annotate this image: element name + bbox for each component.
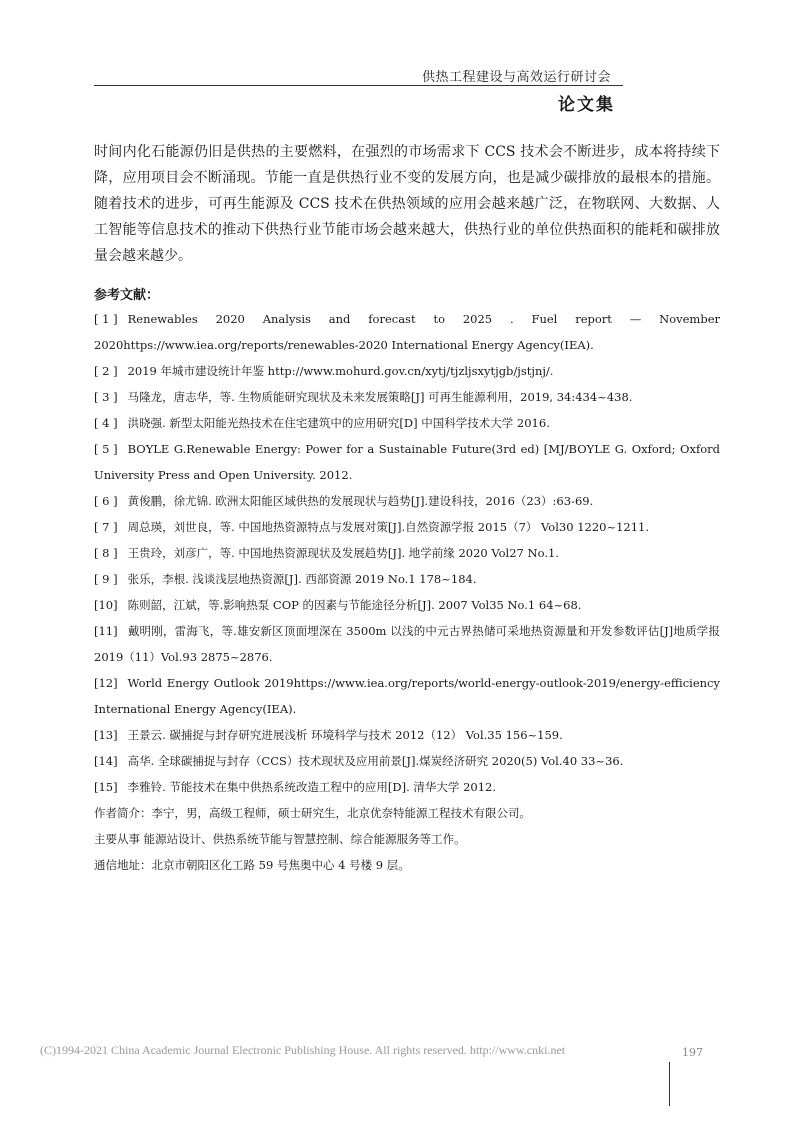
reference-number: [ 2 ] — [94, 364, 118, 378]
reference-number: [ 1 ] — [94, 312, 118, 326]
reference-item — [94, 514, 720, 540]
reference-text: 黄俊鹏，徐尤锦. 欧洲太阳能区域供热的发展现状与趋势[J].建设科技，2016（23）:63-69. — [127, 494, 594, 508]
author-bio: 作者简介：李宁，男，高级工程师，硕士研究生，北京优奈特能源工程技术有限公司。 — [94, 806, 531, 820]
reference-item — [94, 384, 720, 410]
reference-number: [14] — [94, 754, 118, 768]
conference-title: 供热工程建设与高效运行研讨会 — [421, 70, 611, 85]
reference-number: [11] — [94, 624, 118, 638]
reference-text: 王贵玲，刘彦广，等. 中国地热资源现状及发展趋势[J]. 地学前缘 2020 Vol27 No.1. — [127, 546, 559, 560]
reference-item — [94, 436, 720, 488]
reference-text: 高华. 全球碳捕捉与封存（CCS）技术现状及应用前景[J].煤炭经济研究 2020(5) Vol.40 33~36. — [127, 754, 624, 768]
reference-text: 张乐，李根. 浅谈浅层地热资源[J]. 西部资源 2019 No.1 178~184. — [127, 572, 477, 586]
reference-text: 周总瑛，刘世良，等. 中国地热资源特点与发展对策[J].自然资源学报 2015（7） Vol30 1220~1211. — [127, 520, 650, 534]
reference-item — [94, 358, 720, 384]
reference-item — [94, 618, 720, 670]
reference-number: [ 7 ] — [94, 520, 118, 534]
reference-text: 陈则韶，江斌，等.影响热泵 COP 的因素与节能途径分析[J]. 2007 Vol35 No.1 64~68. — [127, 598, 582, 612]
reference-text: 戴明刚，雷海飞，等.雄安新区顶面埋深在 3500m 以浅的中元古界热储可采地热资源量和开发参数评估[J]地质学报 2019（11）Vol.93 2875~2876. — [94, 624, 720, 664]
page-divider — [669, 1062, 670, 1106]
reference-number: [15] — [94, 780, 118, 794]
reference-text: 洪晓强. 新型太阳能光热技术在住宅建筑中的应用研究[D] 中国科学技术大学 2016. — [127, 416, 550, 430]
reference-number: [ 9 ] — [94, 572, 118, 586]
reference-number: [10] — [94, 598, 118, 612]
reference-number: [ 5 ] — [94, 442, 118, 456]
page-number: 197 — [682, 1046, 703, 1059]
reference-text: 2019 年城市建设统计年鉴 http://www.mohurd.gov.cn/xytj/tjzljsxytjgb/jstjnj/. — [127, 364, 554, 378]
reference-number: [ 6 ] — [94, 494, 118, 508]
references-list — [94, 306, 720, 878]
section-title: 论文集 — [558, 95, 615, 115]
reference-item — [94, 566, 720, 592]
reference-text: 李雅铃. 节能技术在集中供热系统改造工程中的应用[D]. 清华大学 2012. — [127, 780, 496, 794]
reference-item — [94, 592, 720, 618]
reference-number: [ 8 ] — [94, 546, 118, 560]
reference-item — [94, 306, 720, 358]
reference-number: [ 3 ] — [94, 390, 118, 404]
references-heading: 参考文献： — [94, 288, 160, 303]
reference-item — [94, 774, 720, 800]
author-work: 主要从事 能源站设计、供热系统节能与智慧控制、综合能源服务等工作。 — [94, 832, 466, 846]
copyright-watermark: (C)1994-2021 China Academic Journal Electronic Publishing House. All rights reserved. http://www.cnki.net — [40, 1043, 566, 1057]
reference-text: Renewables 2020 Analysis and forecast to 2025 . Fuel report — November 2020https://www.iea.org/reports/renewables-2020 International Energy Agency(IEA). — [94, 312, 720, 352]
reference-item — [94, 748, 720, 774]
author-address: 通信地址：北京市朝阳区化工路 59 号焦奥中心 4 号楼 9 层。 — [94, 858, 410, 872]
reference-text: 马隆龙，唐志华，等. 生物质能研究现状及未来发展策略[J] 可再生能源利用，2019, 34:434~438. — [127, 390, 633, 404]
reference-text: 王景云. 碳捕捉与封存研究进展浅析 环境科学与技术 2012（12） Vol.35 156~159. — [127, 728, 563, 742]
reference-item — [94, 410, 720, 436]
reference-item — [94, 540, 720, 566]
reference-text: BOYLE G.Renewable Energy: Power for a Sustainable Future(3rd ed) [MJ/BOYLE G. Oxford; Oxford University Press and Open University. 2012. — [94, 442, 720, 482]
header-divider — [94, 85, 623, 86]
reference-item — [94, 670, 720, 722]
body-paragraph: 时间内化石能源仍旧是供热的主要燃料，在强烈的市场需求下 CCS 技术会不断进步，成本将持续下降，应用项目会不断涌现。节能一直是供热行业不变的发展方向，也是减少碳排放的最根本的措施。随着技术的进步，可再生能源及 CCS 技术在供热领域的应用会越来越广泛，在物联网、大数据、人工智能等信息技术的推动下供热行业节能市场会越来越大，供热行业的单位供热面积的能耗和碳排放量会越来越少。 — [94, 144, 720, 264]
reference-number: [12] — [94, 676, 118, 690]
reference-text: World Energy Outlook 2019https://www.iea.org/reports/world-energy-outlook-2019/energy-efficiency International Energy Agency(IEA). — [94, 676, 720, 716]
reference-number: [13] — [94, 728, 118, 742]
reference-number: [ 4 ] — [94, 416, 118, 430]
reference-item — [94, 722, 720, 748]
reference-item — [94, 488, 720, 514]
